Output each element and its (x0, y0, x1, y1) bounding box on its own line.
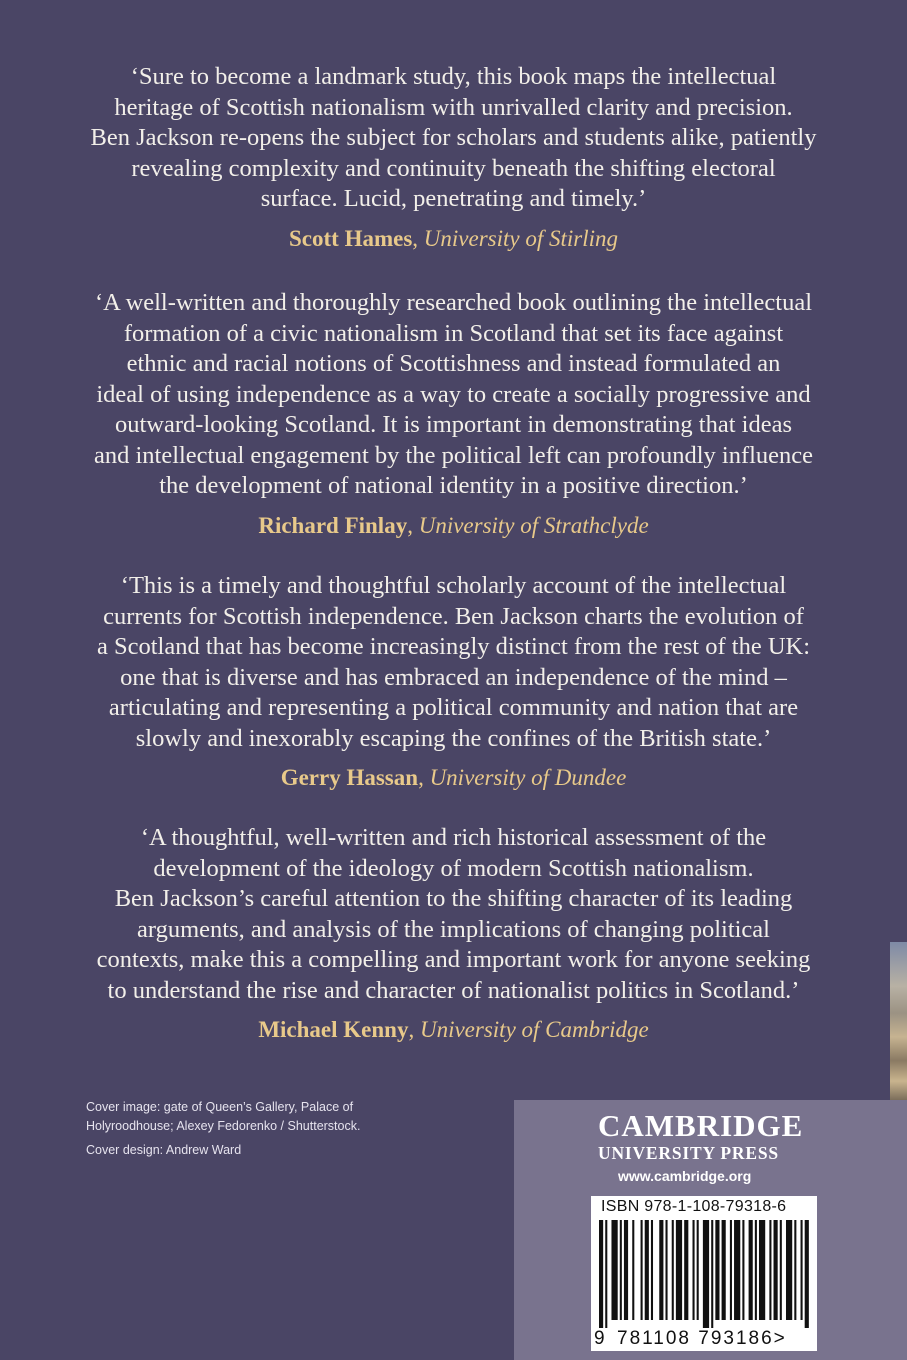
quote-line: and intellectual engagement by the political left can profoundly influence (93, 441, 814, 469)
quote-line: outward-looking Scotland. It is important in demonstrating that ideas (114, 411, 793, 438)
reviewer-name: Gerry Hassan (280, 765, 419, 790)
quote-line: currents for Scottish independence. Ben Jackson charts the evolution of (103, 602, 804, 630)
quote-line: to understand the rise and character of nationalist politics in Scotland.’ (107, 976, 800, 1004)
quote-line: Ben Jackson re-opens the subject for scholars and students alike, patiently (90, 124, 817, 151)
barcode-bar (676, 1220, 682, 1320)
barcode-bar (641, 1220, 643, 1320)
barcode-digits-rest: 781108 793186> (617, 1328, 787, 1349)
cover-design-credit: Cover design: Andrew Ward (86, 1143, 242, 1157)
barcode-bar (769, 1220, 771, 1320)
publisher-press: UNIVERSITY PRESS (598, 1143, 779, 1163)
barcode-bar (730, 1220, 732, 1320)
barcode-bar (794, 1220, 796, 1320)
quote-3 (60, 571, 847, 793)
quote-line: ideal of using independence as a way to create a socially progressive and (96, 380, 811, 408)
reviewer-institution: University of Cambridge (419, 1017, 649, 1042)
barcode-bar (684, 1220, 688, 1320)
barcode-bar (624, 1220, 628, 1320)
barcode-bar (801, 1220, 803, 1320)
quote-2 (60, 288, 847, 541)
barcode-bar (734, 1220, 740, 1320)
quote-1 (60, 62, 847, 254)
quote-line: one that is diverse and has embraced an independence of the mind – (120, 663, 787, 691)
barcode-bar (672, 1220, 674, 1320)
barcode-bar (711, 1220, 713, 1328)
reviewer-name: Richard Finlay (258, 512, 408, 538)
quote-line: formation of a civic nationalism in Scotland that set its face against (123, 319, 784, 347)
barcode-bar (774, 1220, 778, 1320)
quote-line: development of the ideology of modern Scottish nationalism. (153, 854, 754, 882)
isbn-label: ISBN 978-1-108-79318-6 (601, 1198, 787, 1215)
barcode-bar (703, 1220, 709, 1328)
quote-line: ‘A well-written and thoroughly researched book outlining the intellectual (94, 289, 813, 316)
attribution: Michael Kenny, University of Cambridge (258, 1017, 649, 1042)
barcode-bar (632, 1220, 634, 1320)
barcode-bar (742, 1220, 744, 1320)
barcode-bar (722, 1220, 726, 1320)
reviewer-institution: University of Stirling (423, 225, 618, 251)
quote-line: articulating and representing a political community and nation that are (108, 694, 799, 721)
quote-line: Ben Jackson’s careful attention to the shifting character of its leading (114, 885, 793, 912)
quote-line: the development of national identity in a positive direction.’ (159, 472, 748, 499)
reviewer-institution: University of Strathclyde (418, 512, 649, 538)
barcode-bar (645, 1220, 649, 1320)
quote-line: heritage of Scottish nationalism with unrivalled clarity and precision. (114, 93, 793, 121)
barcode-bar (759, 1220, 765, 1320)
cover-credits (86, 1098, 416, 1160)
barcode-bar (651, 1220, 653, 1320)
quote-line: a Scotland that has become increasingly distinct from the rest of the UK: (96, 633, 811, 660)
quote-line: contexts, make this a compelling and important work for anyone seeking (96, 946, 811, 973)
quote-line: ethnic and racial notions of Scottishness and instead formulated an (126, 350, 781, 377)
publisher-url: www.cambridge.org (618, 1168, 752, 1184)
quote-line: ‘This is a timely and thoughtful scholarly account of the intellectual (120, 572, 787, 599)
cover-image-credit: Holyroodhouse; Alexey Fedorenko / Shutterstock. (86, 1119, 361, 1133)
publisher-name: CAMBRIDGE (598, 1108, 804, 1143)
quote-line: slowly and inexorably escaping the confines of the British state.’ (135, 724, 772, 752)
barcode-bar (599, 1220, 603, 1328)
quote-4 (60, 823, 847, 1045)
barcode-bar (611, 1220, 617, 1320)
barcode-bar (693, 1220, 695, 1320)
barcode-bar (749, 1220, 753, 1320)
barcode-bars (599, 1220, 813, 1328)
barcode-bar (786, 1220, 792, 1320)
barcode-bar (715, 1220, 719, 1320)
barcode-bar (605, 1220, 607, 1328)
quote-line: ‘Sure to become a landmark study, this book maps the intellectual (130, 63, 777, 90)
quote-line: surface. Lucid, penetrating and timely.’ (260, 185, 647, 212)
barcode-bar (780, 1220, 782, 1320)
barcode-bar (755, 1220, 757, 1320)
barcode-bar (665, 1220, 667, 1320)
barcode-bar (697, 1220, 699, 1320)
barcode-bar (659, 1220, 663, 1320)
attribution: Scott Hames, University of Stirling (289, 225, 618, 251)
quote-line: arguments, and analysis of the implications of changing political (136, 915, 770, 943)
reviewer-institution: University of Dundee (429, 765, 627, 790)
cover-photo-strip (890, 942, 907, 1100)
quote-line: revealing complexity and continuity beneath the shifting electoral (131, 154, 776, 182)
barcode-bar (620, 1220, 622, 1320)
reviewer-name: Scott Hames (289, 225, 413, 251)
attribution: Richard Finlay, University of Strathclyde (258, 512, 649, 538)
barcode (591, 1196, 817, 1351)
attribution: Gerry Hassan, University of Dundee (280, 765, 627, 790)
publisher-panel (514, 1100, 907, 1360)
quote-line: ‘A thoughtful, well-written and rich historical assessment of the (140, 824, 767, 851)
barcode-digit-first: 9 (594, 1328, 607, 1349)
cover-image-credit: Cover image: gate of Queen’s Gallery, Palace of (86, 1100, 354, 1114)
barcode-bar (805, 1220, 809, 1328)
reviewer-name: Michael Kenny (258, 1017, 409, 1042)
